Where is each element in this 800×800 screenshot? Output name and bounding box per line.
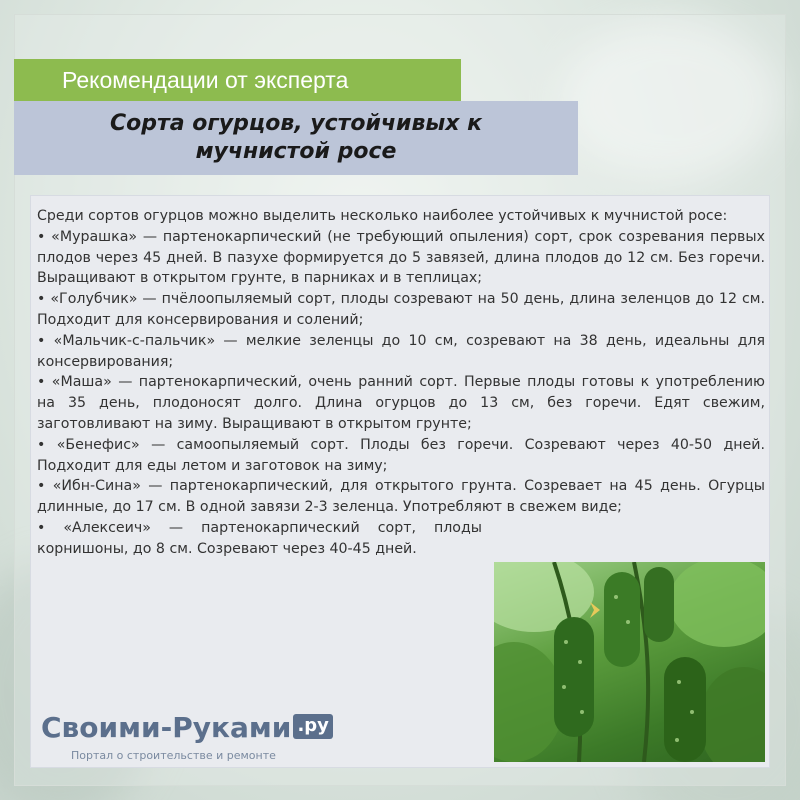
site-logo (41, 711, 381, 766)
page-title: Сорта огурцов, устойчивых к мучнистой росе (109, 111, 483, 164)
list-item: • «Бенефис» — самоопыляемый сорт. Плоды без горечи. Созревают через 40-50 дней. Подходит для еды летом и заготовок на зиму; (37, 436, 765, 474)
expert-recommendation-tag (14, 59, 461, 101)
list-item: • «Голубчик» — пчёлоопыляемый сорт, плоды созревают на 50 день, длина зеленцов до 12 см. Подходит для консервирования и солений; (37, 291, 765, 328)
list-item: • «Алексеич» — партенокарпический сорт, плоды корнишоны, до 8 см. Созревают через 40-45 дней. (37, 519, 482, 557)
cucumber-photo (494, 562, 765, 762)
cucumber (644, 567, 674, 642)
leaf (494, 642, 564, 762)
logo-wordmark (41, 711, 333, 744)
cucumber-illustration (494, 562, 765, 762)
leaf (669, 562, 765, 647)
list-item: • «Мальчик-с-пальчик» — мелкие зеленцы до 10 см, созревают на 38 день, идеальны для консервирования; (37, 332, 765, 370)
logo-tagline: Портал о строительстве и ремонте (71, 749, 276, 762)
cucumber (554, 617, 594, 737)
title-banner (14, 101, 578, 175)
cucumber (604, 572, 640, 667)
logo-name: Своими-Руками (41, 711, 292, 744)
list-item: • «Маша» — партенокарпический, очень ранний сорт. Первые плоды готовы к употреблению на 35 день, плодоносят долго. Длина огурцов до 13 см, без горечи. Едят свежим, заготовливают на зиму. Выращивают в открытом грунте; (37, 374, 765, 432)
cucumber (664, 657, 706, 762)
cucumber-flower (590, 602, 600, 618)
logo-domain-badge: .ру (293, 714, 332, 739)
expert-tag-label: Рекомендации от эксперта (62, 67, 349, 93)
article-intro: Среди сортов огурцов можно выделить несколько наиболее устойчивых к мучнистой росе: (37, 208, 728, 224)
article-panel (30, 195, 770, 768)
list-item: • «Мурашка» — партенокарпический (не требующий опыления) сорт, срок созревания первых плодов через 45 дней. В пазухе формируется до 5 завязей, длина плодов до 12 см. Без горечи. Выращивают в открытом грунте, в парниках и в теплицах; (37, 228, 765, 287)
article-text (37, 206, 765, 560)
leaf (699, 667, 765, 762)
list-item: • «Ибн-Сина» — партенокарпический, для открытого грунта. Созревает на 45 день. Огурцы длинные, до 17 см. В одной завязи 2-3 зеленца. Употребляют в свежем виде; (37, 478, 765, 516)
